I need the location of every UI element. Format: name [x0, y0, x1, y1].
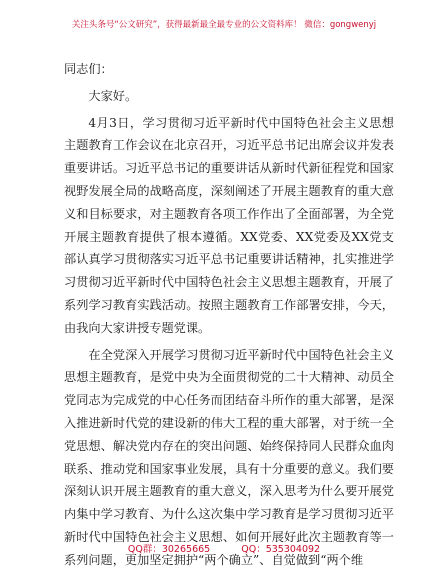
footer-contact — [0, 541, 448, 555]
salutation: 同志们： — [64, 62, 113, 76]
footer-qq: QQ：535304092 — [241, 544, 321, 555]
paragraph-2: 在全党深入开展学习贯彻习近平新时代中国特色社会主义思想主题教育，是党中央为全面贯彻党的二十大精神、动员全党同志为完成党的中心任务而团结奋斗所作的重大部署，是深入推进新时代党的建设新的伟大工程的重大部署，对于统一全党思想、解决党内存在的突出问题、始终保持同人民群众血肉联系、推动党和国家事业发展，具有十分重要的意义。我们要深刻认识开展主题教育的重大意义，深入思考为什么要开展党内集中学习教育、为什么这次集中学习教育是学习贯彻习近平新时代中国特色社会主义思想、如何开展好此次主题教育等一系列问题，更加坚定拥护“两个确立”、自觉做到“两个维 — [64, 347, 394, 567]
header-banner: 关注头条号“公文研究”，获得最新最全最专业的公文资料库！ 微信：gongwenyj — [71, 20, 377, 30]
paragraph-1: 4月3日，学习贯彻习近平新时代中国特色社会主义思想主题教育工作会议在北京召开，习近平总书记出席会议并发表重要讲话。习近平总书记的重要讲话从新时代新征程党和国家视野发展全局的战略高度，深刻阐述了开展主题教育的重大意义和目标要求，对主题教育各项工作作出了全面部署，为全党开展主题教育提供了根本遵循。XX党委、XX党委及XX党支部认真学习贯彻落实习近平总书记重要讲话精神，扎实推进学习贯彻习近平新时代中国特色社会主义思想主题教育，开展了系列学习教育实践活动。按照主题教育工作部署安排，今天，由我向大家讲授专题党课。 — [64, 115, 394, 335]
greeting: 大家好。 — [88, 88, 138, 103]
document-body — [64, 58, 394, 572]
footer-qq-group: QQ群：30265665 — [127, 544, 211, 555]
